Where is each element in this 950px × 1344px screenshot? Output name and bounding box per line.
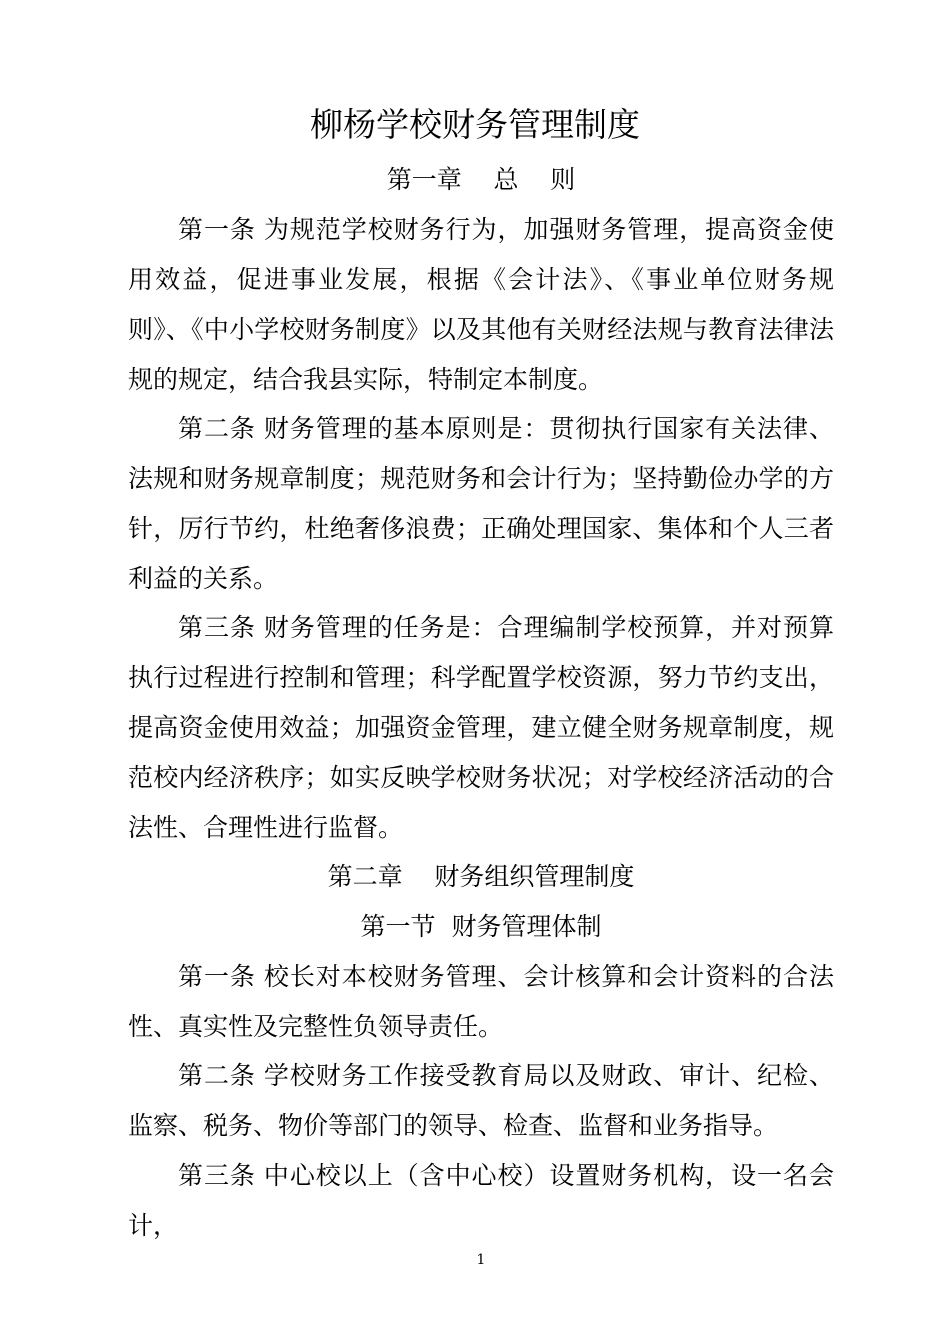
chapter-2-heading: 第二章 财务组织管理制度 — [327, 862, 635, 891]
article-label: 第一条 — [178, 215, 256, 244]
article-text: 中心校以上（含中心校）设置财务机构，设一名会计， — [128, 1161, 834, 1240]
article-text: 学校财务工作接受教育局以及财政、审计、纪检、监察、税务、物价等部门的领导、检查、监督和业务指导。 — [128, 1061, 834, 1140]
article-label: 第二条 — [178, 414, 256, 443]
section-1-heading: 第一节 财务管理体制 — [360, 912, 602, 941]
document-title: 柳杨学校财务管理制度 — [310, 105, 640, 144]
article-paragraph — [128, 603, 834, 853]
page-number: 1 — [476, 1252, 486, 1268]
article-label: 第二条 — [178, 1061, 256, 1090]
article-text: 为规范学校财务行为，加强财务管理，提高资金使用效益，促进事业发展，根据《会计法》、《事业单位财务规则》、《中小学校财务制度》以及其他有关财经法规与教育法律法规的规定，结合我县实际，特制定本制度。 — [128, 215, 834, 394]
article-label: 第三条 — [178, 1161, 256, 1190]
article-label: 第一条 — [178, 962, 256, 991]
article-text: 财务管理的基本原则是：贯彻执行国家有关法律、法规和财务规章制度；规范财务和会计行为；坚持勤俭办学的方针，厉行节约，杜绝奢侈浪费；正确处理国家、集体和个人三者利益的关系。 — [128, 414, 834, 593]
chapter-1-heading: 第一章 总 则 — [386, 165, 576, 194]
article-paragraph — [128, 205, 834, 405]
article-paragraph — [128, 1151, 834, 1251]
article-text: 财务管理的任务是：合理编制学校预算，并对预算执行过程进行控制和管理；科学配置学校资源，努力节约支出，提高资金使用效益；加强资金管理，建立健全财务规章制度，规范校内经济秩序；如实反映学校财务状况；对学校经济活动的合法性、合理性进行监督。 — [128, 613, 834, 842]
article-paragraph — [128, 404, 834, 604]
article-text: 校长对本校财务管理、会计核算和会计资料的合法性、真实性及完整性负领导责任。 — [128, 962, 834, 1041]
article-label: 第三条 — [178, 613, 256, 642]
article-paragraph — [128, 1051, 834, 1151]
article-paragraph — [128, 952, 834, 1052]
